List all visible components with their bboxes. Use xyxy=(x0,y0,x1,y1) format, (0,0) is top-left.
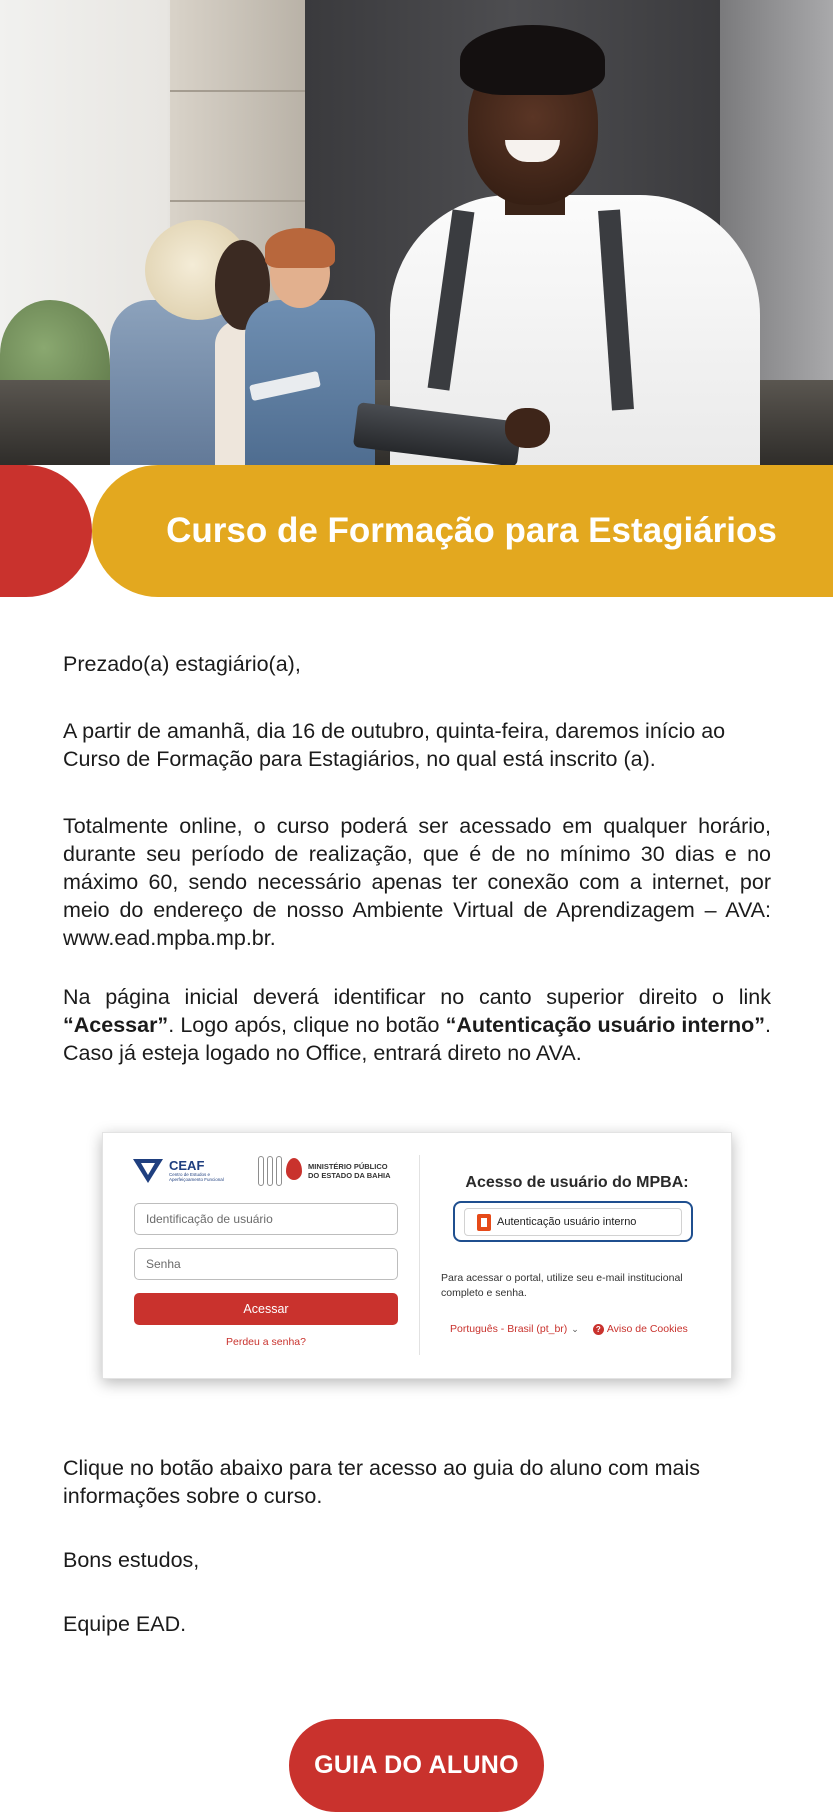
username-field[interactable] xyxy=(134,1203,398,1235)
closing: Bons estudos, xyxy=(63,1548,200,1572)
help-icon: ? xyxy=(593,1324,604,1335)
ceaf-logo xyxy=(133,1155,243,1185)
mp-logo xyxy=(258,1153,398,1189)
language-selector[interactable]: Português - Brasil (pt_br) xyxy=(450,1323,568,1335)
hero-student-hand xyxy=(505,408,550,448)
password-placeholder: Senha xyxy=(146,1257,181,1271)
hero-student-hair xyxy=(460,25,605,95)
hero-person-redhead-hair xyxy=(265,228,335,268)
paragraph-login-instructions xyxy=(63,983,771,1067)
banner xyxy=(92,465,833,597)
instructions-acessar-bold: “Acessar” xyxy=(63,1013,169,1037)
paragraph-start-date: A partir de amanhã, dia 16 de outubro, quinta-feira, daremos início ao Curso de Formação para Estagiários, no qual está inscrito (a). xyxy=(63,719,726,771)
chevron-down-icon[interactable]: ⌄ xyxy=(571,1323,579,1334)
username-placeholder: Identificação de usuário xyxy=(146,1212,273,1226)
mp-logo-line1: MINISTÉRIO PÚBLICO xyxy=(308,1162,388,1171)
banner-red-accent xyxy=(0,465,92,597)
forgot-password-link[interactable]: Perdeu a senha? xyxy=(226,1336,306,1348)
paragraph-online-access: Totalmente online, o curso poderá ser acessado em qualquer horário, durante seu período de realização, que é de no mínimo 30 dias e no máximo 60, sendo necessário apenas ter conexão com a internet, por meio do endereço de nosso Ambiente Virtual de Aprendizagem – AVA: www.ead.mpba.mp.br. xyxy=(63,814,771,950)
ceaf-logo-name: CEAF xyxy=(169,1157,205,1173)
greeting: Prezado(a) estagiário(a), xyxy=(63,652,301,676)
auth-internal-user-button[interactable] xyxy=(453,1201,693,1242)
login-screenshot xyxy=(102,1132,732,1379)
login-heading: Acesso de usuário do MPBA: xyxy=(465,1174,689,1191)
login-divider xyxy=(419,1155,420,1355)
student-guide-button[interactable]: GUIA DO ALUNO xyxy=(289,1719,544,1812)
signature: Equipe EAD. xyxy=(63,1612,187,1636)
auth-button-label: Autenticação usuário interno xyxy=(497,1215,637,1228)
banner-title: Curso de Formação para Estagiários xyxy=(166,511,777,550)
ceaf-logo-subtitle: Centro de Estudos e Aperfeiçoamento Funcional xyxy=(169,1171,224,1182)
password-field[interactable] xyxy=(134,1248,398,1280)
instructions-text-3: . Caso já esteja logado no Office, entrará direto no AVA. xyxy=(63,1013,771,1065)
mp-logo-icon xyxy=(258,1154,302,1188)
ceaf-logo-icon xyxy=(133,1157,163,1183)
acessar-button[interactable]: Acessar xyxy=(134,1293,398,1325)
login-footer xyxy=(450,1323,710,1335)
office-icon xyxy=(477,1214,491,1231)
paragraph-guide: Clique no botão abaixo para ter acesso ao guia do aluno com mais informações sobre o curso. xyxy=(63,1456,701,1508)
login-info-text: Para acessar o portal, utilize seu e-mail institucional completo e senha. xyxy=(441,1272,683,1299)
instructions-auth-bold: “Autenticação usuário interno” xyxy=(445,1013,766,1037)
cookies-link[interactable]: Aviso de Cookies xyxy=(606,1323,688,1335)
instructions-text-2: . Logo após, clique no botão xyxy=(168,1013,446,1037)
instructions-text-1: Na página inicial deverá identificar no canto superior direito o link xyxy=(63,985,771,1009)
mp-logo-line2: DO ESTADO DA BAHIA xyxy=(308,1171,391,1180)
hero-photo xyxy=(0,0,833,465)
